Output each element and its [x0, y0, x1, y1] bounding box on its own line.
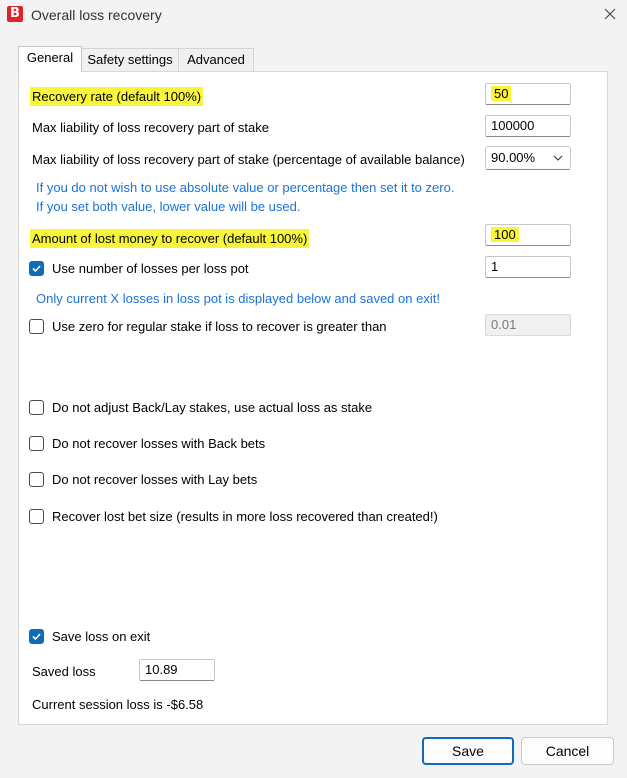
recovery-rate-input[interactable] [485, 83, 571, 105]
use-number-of-losses-checkbox[interactable] [29, 261, 44, 276]
option-label-no-adjust: Do not adjust Back/Lay stakes, use actual loss as stake [52, 400, 373, 415]
amount-to-recover-label: Amount of lost money to recover (default 100%) [32, 231, 308, 246]
liability-hint-line-2: If you set both value, lower value will be used. [36, 199, 301, 214]
max-liability-pct-label: Max liability of loss recovery part of stake (percentage of available balance) [32, 152, 465, 167]
option-label-no-lay: Do not recover losses with Lay bets [52, 472, 258, 487]
save-loss-on-exit-checkbox[interactable] [29, 629, 44, 644]
liability-hint-line-1: If you do not wish to use absolute value or percentage then set it to zero. [36, 180, 455, 195]
tab-advanced[interactable]: Advanced [178, 48, 254, 71]
option-label-recover-bet-size: Recover lost bet size (results in more loss recovered than created!) [52, 509, 438, 524]
title-bar [0, 0, 627, 30]
max-liability-label: Max liability of loss recovery part of stake [32, 120, 269, 135]
tab-general[interactable]: General [18, 46, 82, 72]
option-checkbox-recover-bet-size[interactable] [29, 509, 44, 524]
use-zero-stake-checkbox[interactable] [29, 319, 44, 334]
cancel-button[interactable]: Cancel [521, 737, 614, 765]
option-checkbox-no-lay[interactable] [29, 472, 44, 487]
recovery-rate-label: Recovery rate (default 100%) [32, 89, 202, 104]
window-title: Overall loss recovery [31, 7, 162, 23]
tab-safety-settings[interactable]: Safety settings [80, 48, 180, 71]
option-checkbox-no-back[interactable] [29, 436, 44, 451]
checkmark-icon [31, 631, 42, 642]
checkmark-icon [31, 263, 42, 274]
max-liability-pct-value: 90.00% [491, 150, 536, 165]
use-zero-stake-label: Use zero for regular stake if loss to recover is greater than [52, 319, 387, 334]
saved-loss-input[interactable]: 10.89 [139, 659, 215, 681]
general-panel [18, 71, 608, 725]
zero-stake-threshold-input: 0.01 [485, 314, 571, 336]
max-liability-input[interactable]: 100000 [485, 115, 571, 137]
save-loss-on-exit-label: Save loss on exit [52, 629, 151, 644]
close-icon[interactable] [598, 5, 622, 25]
number-of-losses-input[interactable]: 1 [485, 256, 571, 278]
max-liability-pct-select[interactable] [485, 146, 571, 170]
amount-to-recover-input[interactable] [485, 224, 571, 246]
option-label-no-back: Do not recover losses with Back bets [52, 436, 266, 451]
use-number-of-losses-label: Use number of losses per loss pot [52, 261, 249, 276]
chevron-down-icon [551, 150, 565, 164]
app-logo-icon: B [7, 6, 23, 22]
option-checkbox-no-adjust[interactable] [29, 400, 44, 415]
recovery-rate-value: 50 [491, 86, 511, 101]
amount-to-recover-value: 100 [491, 227, 519, 242]
session-loss-text: Current session loss is -$6.58 [32, 697, 204, 712]
save-button[interactable]: Save [422, 737, 514, 765]
losses-hint: Only current X losses in loss pot is displayed below and saved on exit! [36, 291, 440, 306]
saved-loss-label: Saved loss [32, 664, 96, 679]
